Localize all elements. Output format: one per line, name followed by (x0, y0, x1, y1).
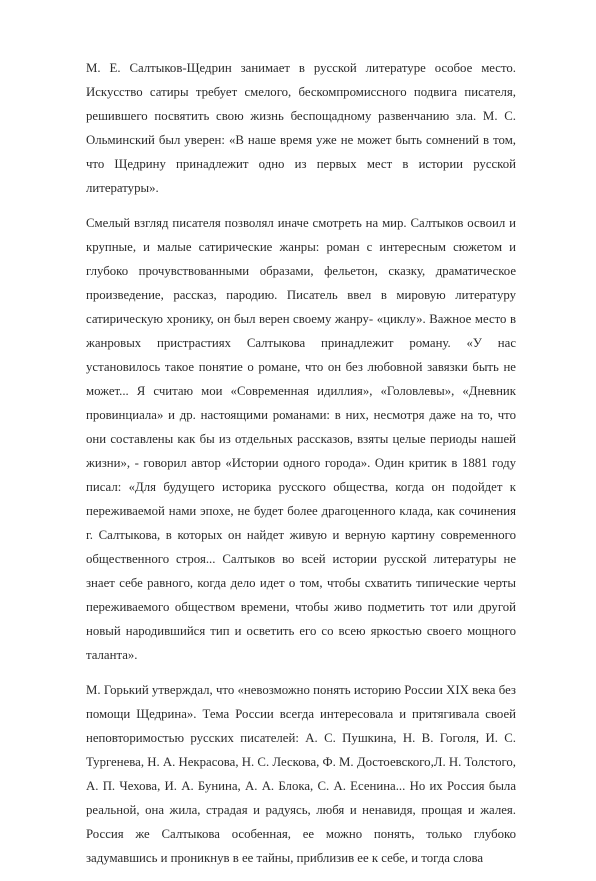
paragraph-genres: Смелый взгляд писателя позволял иначе смотреть на мир. Салтыков освоил и крупные, и малые сатирические жанры: роман с интересным сюжетом и глубоко прочувствованными образами, фельетон, сказку, драматическое произведение, рассказ, пародию. Писатель ввел в мировую литературу сатирическую хронику, он был верен своему жанру- «циклу». Важное место в жанровых пристрастиях Салтыкова принадлежит роману. «У нас установилось такое понятие о романе, что он без любовной завязки быть не может... Я считаю мои «Современная идиллия», «Головлевы», «Дневник провинциала» и др. настоящими романами: в них, несмотря даже на то, что они составлены как бы из отдельных рассказов, взяты целые периоды нашей жизни», - говорил автор «Истории одного города». Один критик в 1881 году писал: «Для будущего историка русского общества, когда он подойдет к переживаемой нами эпохе, не будет более драгоценного клада, как сочинения г. Салтыкова, в которых он найдет живую и верную картину современного общественного строя... Салтыков во всей истории русской литературы не знает себе равного, когда дело идет о том, чтобы схватить типические черты переживаемого обществом времени, чтобы живо подметить тот или другой новый народившийся тип и осветить его со всею яркостью своего мощного таланта». (86, 216, 516, 662)
paragraph-russia-theme: М. Горький утверждал, что «невозможно понять историю России XIX века без помощи Щедрина». Тема России всегда интересовала и притягивала своей неповторимостью русских писателей: А. С. Пушкина, Н. В. Гоголя, И. С. Тургенева, Н. А. Некрасова, Н. С. Лескова, Ф. М. Достоевского,Л. Н. Толстого, А. П. Чехова, И. А. Бунина, А. А. Блока, С. А. Есенина... Но их Россия была реальной, она жила, страдая и радуясь, любя и ненавидя, прощая и жалея. Россия же Салтыкова особенная, ее можно понять, только глубоко задумавшись и проникнув в ее тайны, приблизив ее к себе, и тогда слова (86, 683, 516, 865)
paragraph-intro: М. Е. Салтыков-Щедрин занимает в русской литературе особое место. Искусство сатиры требует смелого, бескомпромиссного подвига писателя, решившего посвятить свою жизнь беспощадному развенчанию зла. М. С. Ольминский был уверен: «В наше время уже не может быть сомнений в том, что Щедрину принадлежит одно из первых мест в истории русской литературы». (86, 61, 516, 195)
document-page (86, 56, 516, 881)
